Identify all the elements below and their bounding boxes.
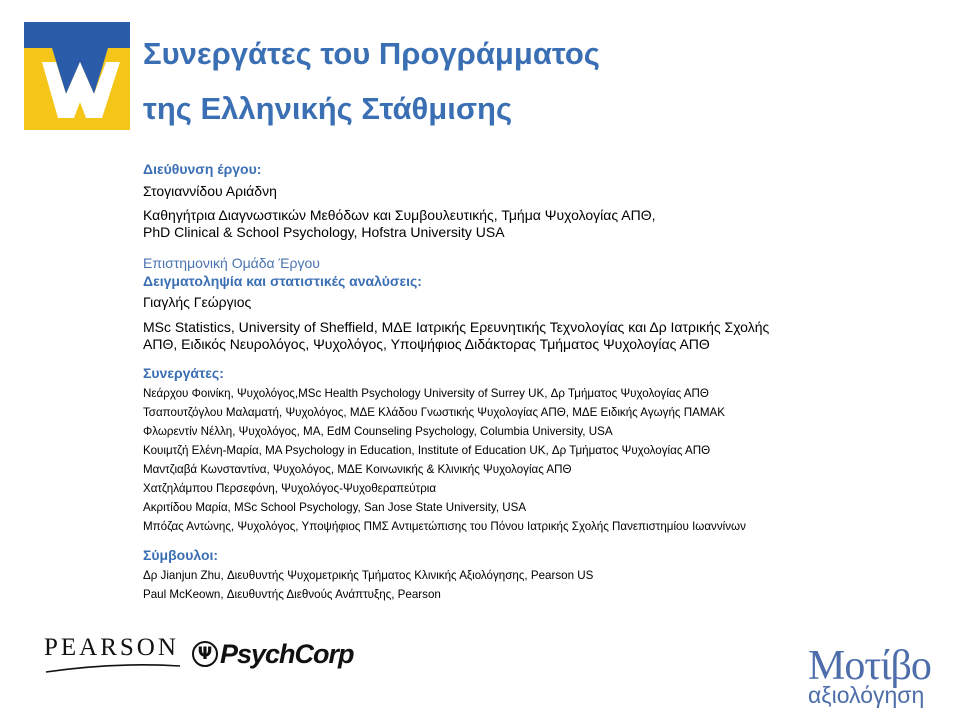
list-item: Μαντζιαβά Κωνσταντίνα, Ψυχολόγος, ΜΔΕ Κοινωνικής & Κλινικής Ψυχολογίας ΑΠΘ [143, 463, 572, 476]
motivo-logo: Μοτίβο [808, 643, 931, 689]
advisors-heading: Σύμβουλοι: [143, 547, 219, 563]
content-body [143, 160, 943, 604]
statistician-description-line-2: ΑΠΘ, Ειδικός Νευρολόγος, Ψυχολόγος, Υποψήφιος Διδάκτορας Τμήματος Ψυχολογίας ΑΠΘ [143, 336, 710, 352]
page-title-line-2: της Ελληνικής Στάθμισης [143, 91, 513, 126]
pearson-logo: PEARSON [44, 634, 179, 661]
list-item: Νεάρχου Φοινίκη, Ψυχολόγος,MSc Health Psychology University of Surrey UK, Δρ Τμήματος Ψυχολογίας ΑΠΘ [143, 387, 709, 400]
list-item: Μπόζας Αντώνης, Ψυχολόγος, Υποψήφιος ΠΜΣ Αντιμετώπισης του Πόνου Ιατρικής Σχολής Πανεπιστημίου Ιωαννίνων [143, 520, 746, 533]
list-item: Χατζηλάμπου Περσεφόνη, Ψυχολόγος-Ψυχοθεραπεύτρια [143, 482, 437, 495]
list-item: Paul McKeown, Διευθυντής Διεθνούς Ανάπτυξης, Pearson [143, 588, 441, 601]
list-item: Φλωρεντίν Νέλλη, Ψυχολόγος, MA, EdM Counseling Psychology, Columbia University, USA [143, 425, 613, 438]
team-heading: Επιστημονική Ομάδα Έργου [143, 255, 320, 271]
director-description-line-2: PhD Clinical & School Psychology, Hofstra University USA [143, 224, 505, 240]
direction-heading: Διεύθυνση έργου: [143, 161, 262, 177]
list-item: Ακριτίδου Μαρία, MSc School Psychology, San Jose State University, USA [143, 501, 527, 514]
psychcorp-logo [192, 636, 354, 672]
sampling-heading: Δειγματοληψία και στατιστικές αναλύσεις: [143, 273, 422, 289]
psi-icon: Ψ [192, 641, 218, 667]
advisors-list [143, 566, 943, 604]
psychcorp-wordmark: PsychCorp [220, 638, 354, 669]
statistician-description-line-1: MSc Statistics, University of Sheffield, ΜΔΕ Ιατρικής Ερευνητικής Τεχνολογίας και Δρ Ιατρικής Σχολής [143, 319, 770, 335]
pearson-swoosh-icon [44, 662, 182, 676]
axiologisi-wordmark: αξιολόγηση [808, 682, 925, 708]
list-item: Τσαπουτζόγλου Μαλαματή, Ψυχολόγος, ΜΔΕ Κλάδου Γνωστικής Ψυχολογίας ΑΠΘ, ΜΔΕ Ειδικής Αγωγής ΠΑΜΑΚ [143, 406, 725, 419]
page-title-line-1: Συνεργάτες του Προγράμματος [143, 36, 600, 71]
collaborators-heading: Συνεργάτες: [143, 365, 224, 381]
collaborators-list [143, 384, 943, 536]
list-item: Κουιμτζή Ελένη-Μαρία, MA Psychology in Education, Institute of Education UK, Δρ Τμήματος Ψυχολογίας ΑΠΘ [143, 444, 711, 457]
list-item: Δρ Jianjun Zhu, Διευθυντής Ψυχομετρικής Τμήματος Κλινικής Αξιολόγησης, Pearson US [143, 569, 594, 582]
director-name: Στογιαννίδου Αριάδνη [143, 183, 277, 199]
brand-logo-icon [24, 22, 130, 130]
statistician-name: Γιαγλής Γεώργιος [143, 294, 252, 310]
director-description-line-1: Καθηγήτρια Διαγνωστικών Μεθόδων και Συμβουλευτικής, Τμήμα Ψυχολογίας ΑΠΘ, [143, 207, 656, 223]
